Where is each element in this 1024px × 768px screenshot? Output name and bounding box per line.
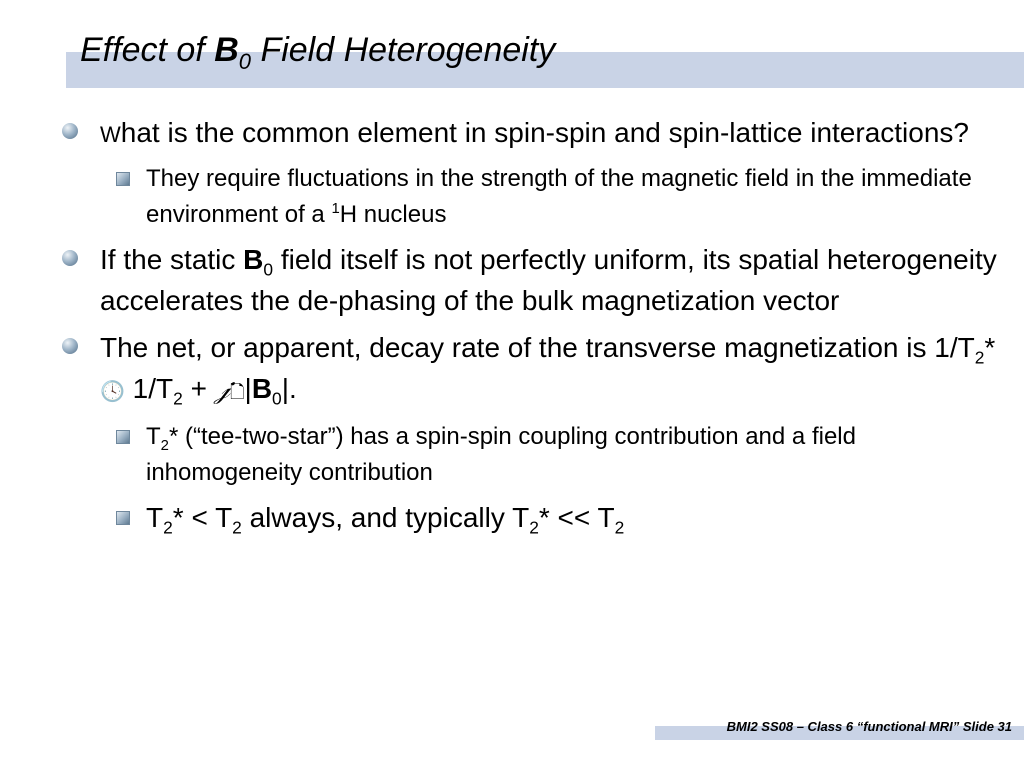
bullet-ball-icon xyxy=(62,123,78,139)
bullet-ball-icon xyxy=(62,250,78,266)
bullet-square-icon xyxy=(116,430,130,444)
bullet-square-icon xyxy=(116,511,130,525)
bullet-square-icon xyxy=(116,172,130,186)
bullet-decay-rate: The net, or apparent, decay rate of the transverse magnetization is $1/T_2*$ 🕓 $1/T_2$ + $𝒿🗋|B_0|$. xyxy=(58,327,998,413)
clock-symbol: 🕓 xyxy=(100,381,125,403)
slide-footer: BMI2 SS08 – Class 6 “functional MRI” Slide 31 xyxy=(726,719,1012,734)
document-symbol: 🗋 xyxy=(230,382,245,402)
subbullet-t2-comparison: $T_2* < T_2$ always, and typically $T_2* << T_2$ xyxy=(58,497,998,538)
bullet-common-element: What is the common element in spin-spin and spin-lattice interactions? xyxy=(58,112,998,155)
slide-title: Effect of $B_0$ Field Heterogeneity xyxy=(80,31,556,74)
subbullet-tee-two-star: $T_2*$ (“tee-two-star”) has a spin-spin coupling contribution and a field inhomogeneity contribution xyxy=(58,419,998,491)
slide-content xyxy=(58,112,998,544)
script-symbol: 𝒿 xyxy=(214,373,231,404)
subbullet-fluctuations: They require fluctuations in the strength of the magnetic field in the immediate environment of a $^1$H nucleus xyxy=(58,161,998,233)
bullet-ball-icon xyxy=(62,338,78,354)
bullet-static-field: If the static $B_0$ field itself is not perfectly uniform, its spatial heterogeneity accelerates the de-phasing of the bulk magnetization vector xyxy=(58,239,998,321)
